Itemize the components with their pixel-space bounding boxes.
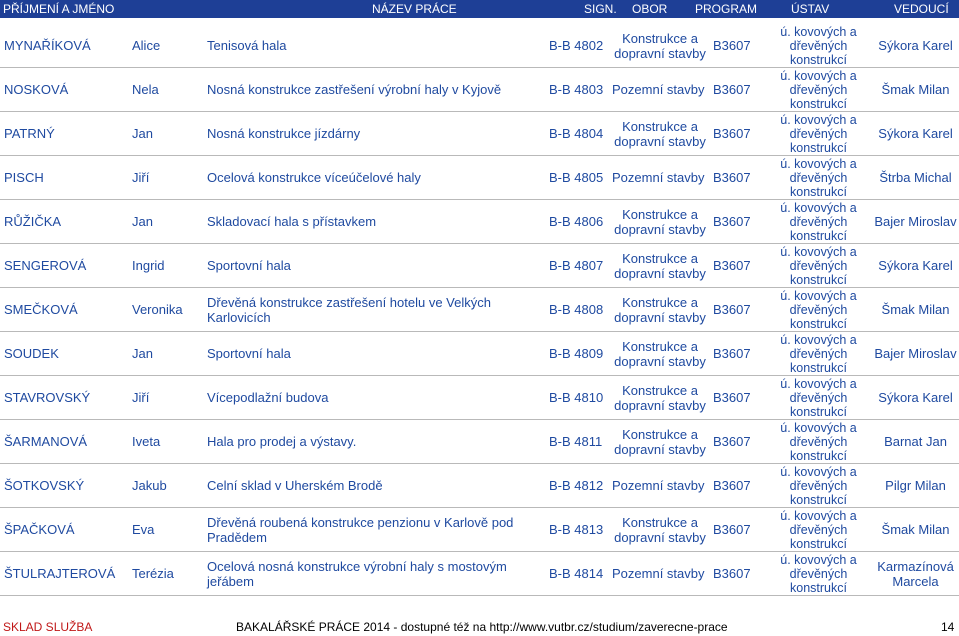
thesis-number-cell: B-B 4802 [549,38,604,53]
first-name-cell: Veronika [132,302,183,317]
thesis-title-cell: Ocelová konstrukce víceúčelové haly [207,170,421,185]
supervisor-cell: Pilgr Milan [885,478,946,493]
surname-cell: ŠTULRAJTEROVÁ [4,566,116,581]
footer-left: SKLAD SLUŽBA [3,620,93,634]
first-name-cell: Jakub [132,478,167,493]
first-name-cell: Ingrid [132,258,165,273]
thesis-number-cell: B-B 4810 [549,390,604,405]
surname-cell: NOSKOVÁ [4,82,69,97]
header-field: OBOR [632,2,668,16]
supervisor-cell: Šmak Milan [881,82,950,97]
thesis-number-cell: B-B 4811 [549,434,603,449]
first-name-cell: Jan [132,126,153,141]
thesis-title-cell: Nosná konstrukce jízdárny [207,126,361,141]
thesis-title-cell: Hala pro prodej a výstavy. [207,434,357,449]
thesis-number-cell: B-B 4814 [549,566,604,581]
table-row [0,24,959,68]
table-row [0,244,959,288]
surname-cell: ŠARMANOVÁ [4,434,88,449]
table-row [0,288,959,332]
program-cell: Konstrukce a dopravní stavby [614,514,706,545]
institute-cell: ú. kovových a dřevěných konstrukcí [780,332,857,375]
institute-cell: ú. kovových a dřevěných konstrukcí [780,156,857,199]
surname-cell: ŠPAČKOVÁ [4,522,75,537]
surname-cell: SMEČKOVÁ [4,302,78,317]
header-title: NÁZEV PRÁCE [372,2,457,16]
first-name-cell: Iveta [132,434,161,449]
supervisor-cell: Karmazínová Marcela [877,558,954,589]
thesis-title-cell: Tenisová hala [207,38,287,53]
supervisor-cell: Barnat Jan [884,434,947,449]
first-name-cell: Terézia [132,566,174,581]
surname-cell: ŠOTKOVSKÝ [4,478,85,493]
code-cell: B3607 [713,170,751,185]
program-cell: Konstrukce a dopravní stavby [614,118,706,149]
code-cell: B3607 [713,214,751,229]
table-row [0,376,959,420]
footer-center: BAKALÁŘSKÉ PRÁCE 2014 - dostupné též na http://www.vutbr.cz/studium/zaverecne-prace [236,620,728,634]
table-row [0,420,959,464]
program-cell: Konstrukce a dopravní stavby [614,294,706,325]
thesis-number-cell: B-B 4809 [549,346,604,361]
thesis-number-cell: B-B 4805 [549,170,604,185]
table-row [0,508,959,552]
surname-cell: PATRNÝ [4,126,55,141]
code-cell: B3607 [713,566,751,581]
institute-cell: ú. kovových a dřevěných konstrukcí [780,24,857,67]
row-divider [0,595,959,596]
institute-cell: ú. kovových a dřevěných konstrukcí [780,244,857,287]
surname-cell: RŮŽIČKA [4,214,62,229]
thesis-title-cell: Skladovací hala s přístavkem [207,214,377,229]
first-name-cell: Eva [132,522,155,537]
code-cell: B3607 [713,390,751,405]
supervisor-cell: Bajer Miroslav [874,346,957,361]
institute-cell: ú. kovových a dřevěných konstrukcí [780,112,857,155]
first-name-cell: Jan [132,346,153,361]
code-cell: B3607 [713,38,751,53]
supervisor-cell: Šmak Milan [881,302,950,317]
header-program: PROGRAM [695,2,758,16]
program-cell: Konstrukce a dopravní stavby [614,338,706,369]
table-header [0,0,959,18]
institute-cell: ú. kovových a dřevěných konstrukcí [780,552,857,595]
code-cell: B3607 [713,346,751,361]
supervisor-cell: Šmak Milan [881,522,950,537]
thesis-number-cell: B-B 4813 [549,522,604,537]
thesis-number-cell: B-B 4812 [549,478,604,493]
page-number: 14 [941,620,955,634]
program-cell: Pozemní stavby [612,82,705,97]
table-row [0,200,959,244]
supervisor-cell: Sýkora Karel [878,38,953,53]
supervisor-cell: Štrba Michal [879,170,952,185]
first-name-cell: Jiří [132,390,150,405]
code-cell: B3607 [713,522,751,537]
thesis-title-cell: Celní sklad v Uherském Brodě [207,478,383,493]
surname-cell: STAVROVSKÝ [4,390,91,405]
code-cell: B3607 [713,478,751,493]
thesis-title-cell: Sportovní hala [207,346,291,361]
table-row [0,68,959,112]
institute-cell: ú. kovových a dřevěných konstrukcí [780,376,857,419]
surname-cell: MYNAŘÍKOVÁ [4,38,91,53]
program-cell: Pozemní stavby [612,170,705,185]
surname-cell: SENGEROVÁ [4,258,87,273]
program-cell: Konstrukce a dopravní stavby [614,250,706,281]
thesis-title-cell: Dřevěná konstrukce zastřešení hotelu ve Velkých Karlovicích [207,294,491,325]
program-cell: Konstrukce a dopravní stavby [614,426,706,457]
first-name-cell: Jiří [132,170,150,185]
surname-cell: SOUDEK [4,346,59,361]
institute-cell: ú. kovových a dřevěných konstrukcí [780,464,857,507]
page-footer [0,614,959,636]
code-cell: B3607 [713,302,751,317]
table-row [0,464,959,508]
code-cell: B3607 [713,434,751,449]
header-institute: ÚSTAV [791,2,830,16]
institute-cell: ú. kovových a dřevěných konstrukcí [780,68,857,111]
first-name-cell: Jan [132,214,153,229]
thesis-title-cell: Dřevěná roubená konstrukce penzionu v Karlově pod Pradědem [207,514,514,545]
code-cell: B3607 [713,126,751,141]
table-row [0,552,959,596]
header-supervisor: VEDOUCÍ [894,2,949,16]
program-cell: Pozemní stavby [612,478,705,493]
header-sign: SIGN. [584,2,617,16]
program-cell: Konstrukce a dopravní stavby [614,206,706,237]
thesis-title-cell: Nosná konstrukce zastřešení výrobní haly v Kyjově [207,82,502,97]
supervisor-cell: Sýkora Karel [878,258,953,273]
first-name-cell: Nela [132,82,159,97]
supervisor-cell: Sýkora Karel [878,390,953,405]
program-cell: Konstrukce a dopravní stavby [614,382,706,413]
thesis-number-cell: B-B 4804 [549,126,604,141]
institute-cell: ú. kovových a dřevěných konstrukcí [780,508,857,551]
thesis-title-cell: Ocelová nosná konstrukce výrobní haly s mostovým jeřábem [207,558,507,589]
institute-cell: ú. kovových a dřevěných konstrukcí [780,200,857,243]
thesis-title-cell: Sportovní hala [207,258,291,273]
institute-cell: ú. kovových a dřevěných konstrukcí [780,288,857,331]
program-cell: Konstrukce a dopravní stavby [614,30,706,61]
thesis-number-cell: B-B 4808 [549,302,604,317]
header-name: PŘÍJMENÍ A JMÉNO [3,2,115,16]
code-cell: B3607 [713,258,751,273]
thesis-number-cell: B-B 4807 [549,258,604,273]
code-cell: B3607 [713,82,751,97]
supervisor-cell: Bajer Miroslav [874,214,957,229]
table-row [0,332,959,376]
thesis-number-cell: B-B 4806 [549,214,604,229]
table-row [0,156,959,200]
thesis-title-cell: Vícepodlažní budova [207,390,329,405]
first-name-cell: Alice [132,38,161,53]
institute-cell: ú. kovových a dřevěných konstrukcí [780,420,857,463]
supervisor-cell: Sýkora Karel [878,126,953,141]
surname-cell: PISCH [4,170,44,185]
thesis-number-cell: B-B 4803 [549,82,604,97]
table-row [0,112,959,156]
program-cell: Pozemní stavby [612,566,705,581]
